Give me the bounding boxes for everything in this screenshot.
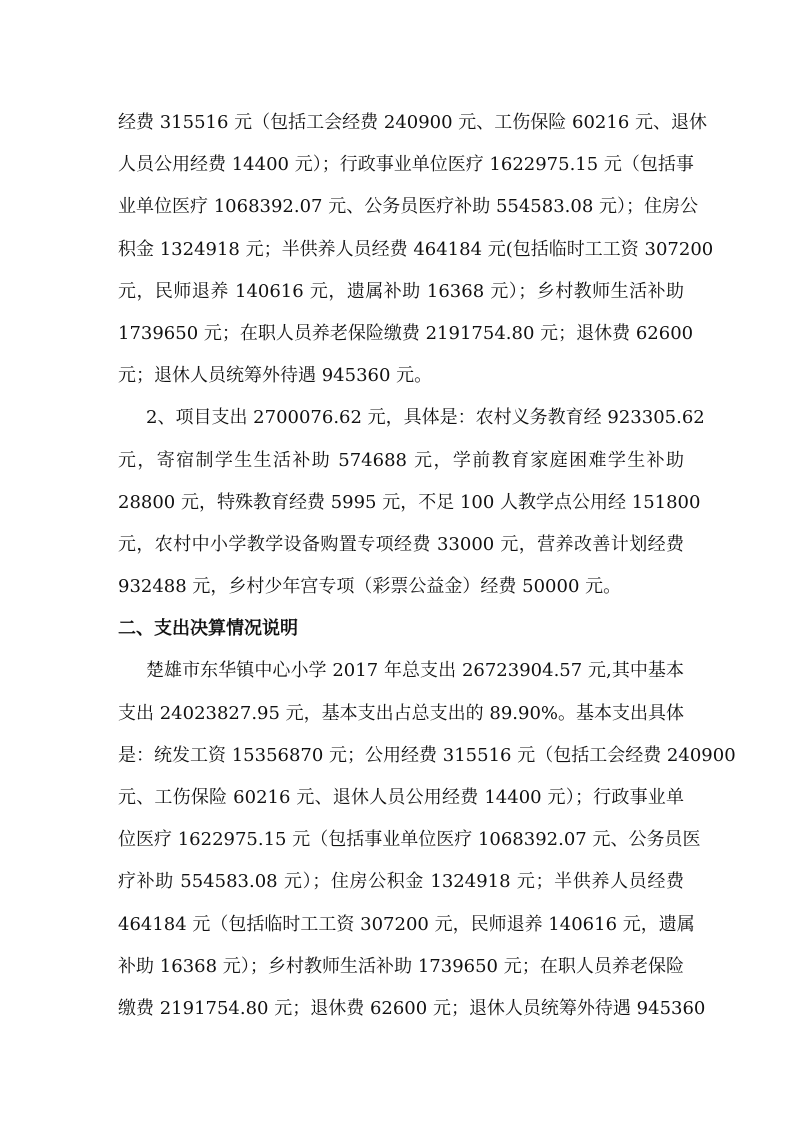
text-line: 疗补助 554583.08 元）；住房公积金 1324918 元；半供养人员经费: [118, 871, 684, 893]
text-line: 位医疗 1622975.15 元（包括事业单位医疗 1068392.07 元、公务员医: [118, 829, 701, 851]
text-line: 464184 元（包括临时工工资 307200 元，民师退养 140616 元，遗属: [118, 913, 695, 935]
text-line: 是：统发工资 15356870 元；公用经费 315516 元（包括工会经费 240900: [118, 744, 736, 766]
document-body: [118, 102, 736, 1030]
text-line: 业单位医疗 1068392.07 元、公务员医疗补助 554583.08 元）；住房公: [118, 196, 699, 218]
text-line: 经费 315516 元（包括工会经费 240900 元、工伤保险 60216 元、退休: [118, 112, 708, 133]
text-line: 缴费 2191754.80 元；退休费 62600 元；退休人员统筹外待遇 945360: [118, 997, 706, 1019]
text-line: 元，寄宿制学生生活补助 574688 元，学前教育家庭困难学生补助: [118, 449, 684, 471]
text-line: 28800 元，特殊教育经费 5995 元，不足 100 人教学点公用经 151800: [118, 491, 701, 513]
paragraph-item-2: 2、项目支出 2700076.62 元，具体是：农村义务教育经 923305.62: [146, 407, 705, 429]
text-line: 1739650 元；在职人员养老保险缴费 2191754.80 元；退休费 62600: [118, 322, 694, 344]
section-heading: 二、支出决算情况说明: [118, 618, 298, 640]
text-line: 补助 16368 元）；乡村教师生活补助 1739650 元；在职人员养老保险: [118, 955, 684, 977]
text-line: 932488 元，乡村少年宫专项（彩票公益金）经费 50000 元。: [118, 576, 622, 598]
text-line: 积金 1324918 元；半供养人员经费 464184 元(包括临时工工资 307200: [118, 238, 714, 260]
text-line: 元；退休人员统筹外待遇 945360 元。: [118, 365, 433, 387]
text-line: 元、工伤保险 60216 元、退休人员公用经费 14400 元）；行政事业单: [118, 787, 684, 808]
paragraph-start: 楚雄市东华镇中心小学 2017 年总支出 26723904.57 元,其中基本: [146, 660, 684, 682]
text-line: 人员公用经费 14400 元）；行政事业单位医疗 1622975.15 元（包括事: [118, 154, 694, 176]
text-line: 元，民师退养 140616 元，遗属补助 16368 元）；乡村教师生活补助: [118, 280, 684, 302]
text-line: 元，农村中小学教学设备购置专项经费 33000 元，营养改善计划经费: [118, 533, 684, 555]
text-line: 支出 24023827.95 元，基本支出占总支出的 89.90%。基本支出具体: [118, 702, 685, 724]
